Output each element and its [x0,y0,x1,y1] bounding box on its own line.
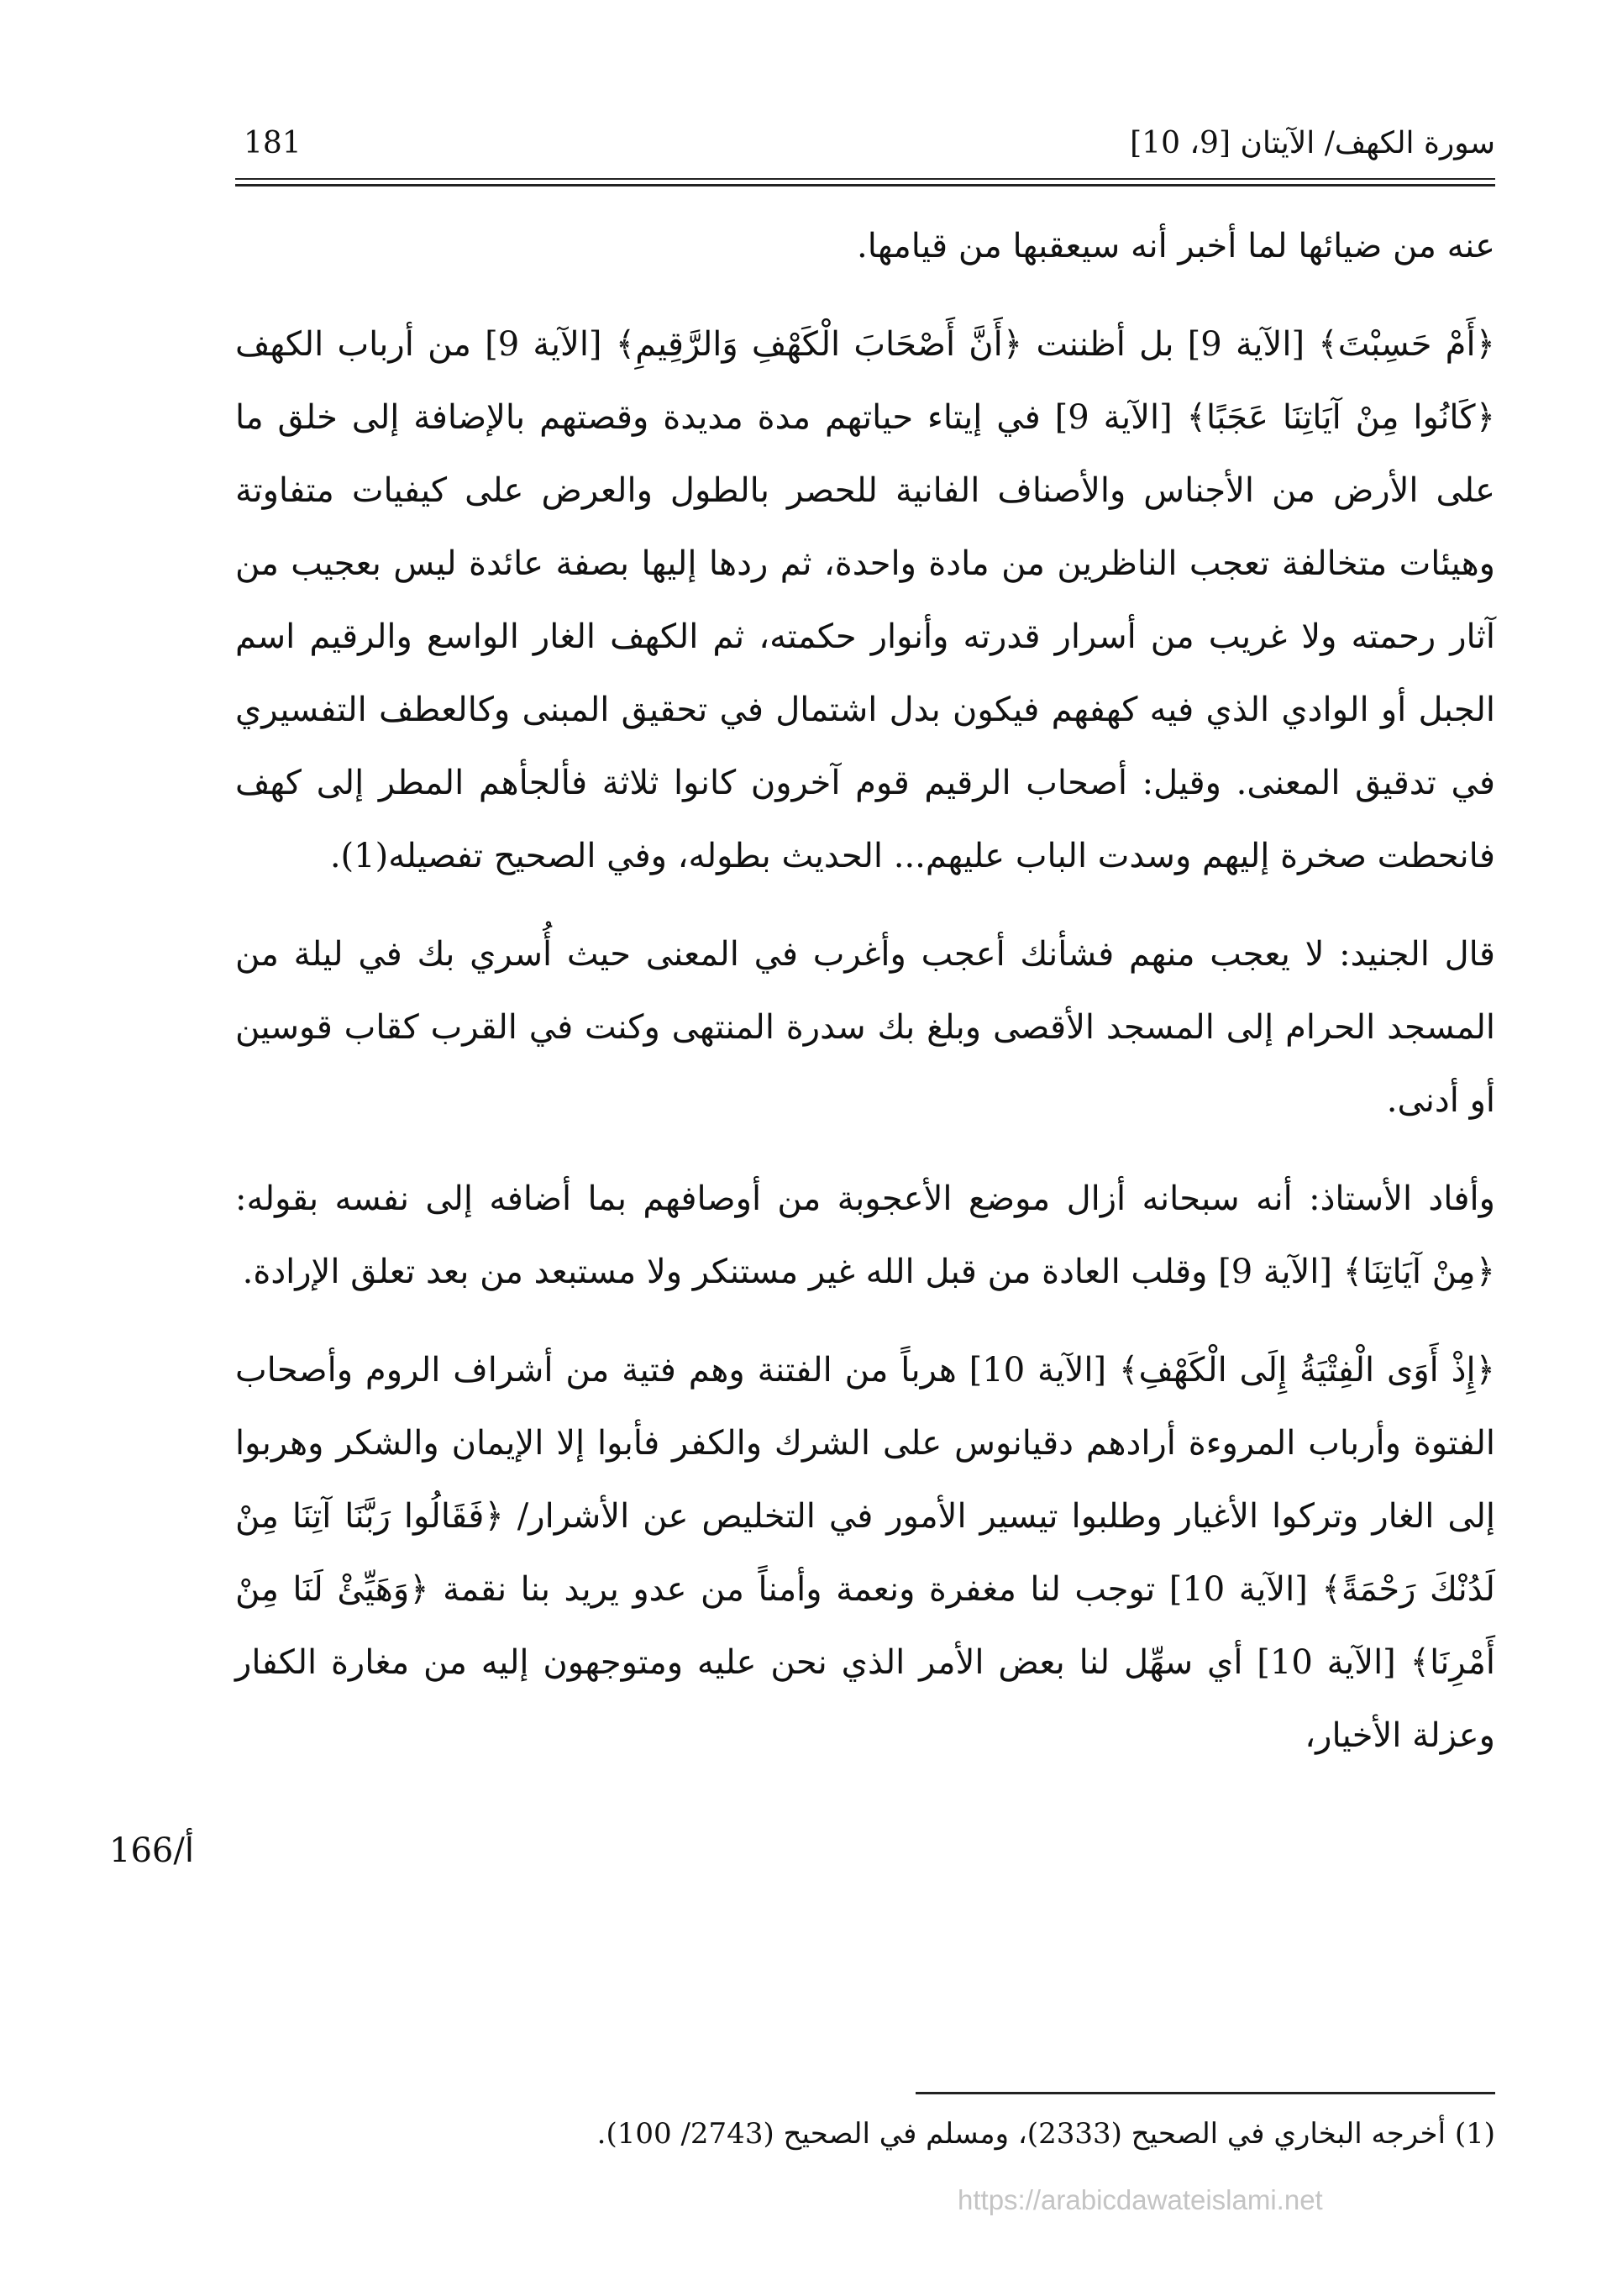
paragraph: ﴿إِذْ أَوَى الْفِتْيَةُ إِلَى الْكَهْفِ﴾ [الآية 10] هرباً من الفتنة وهم فتية من أشراف الروم وأصحاب الفتوة وأرباب المروءة أرادهم دقيانوس على الشرك والكفر فأبوا إلا الإيمان والشكر وهربوا إلى الغار وتركوا الأغيار وطلبوا تيسير الأمور في التخليص عن الأشرار/ ﴿فَقَالُوا رَبَّنَا آتِنَا مِنْ لَدُنْكَ رَحْمَةً﴾ [الآية 10] توجب لنا مغفرة ونعمة وأمناً من عدو يريد بنا نقمة ﴿وَهَيِّئْ لَنَا مِنْ أَمْرِنَا﴾ [الآية 10] أي سهِّل لنا بعض الأمر الذي نحن عليه ومتوجهون إليه من مغارة الكفار وعزلة الأخيار، [235,1351,1496,1755]
paragraph: قال الجنيد: لا يعجب منهم فشأنك أعجب وأغرب في المعنى حيث أُسري بك في ليلة من المسجد الحرام إلى المسجد الأقصى وبلغ بك سدرة المنتهى وكنت في القرب كقاب قوسين أو أدنى. [235,935,1495,1120]
manuscript-folio-note: 166/أ [109,1831,194,1870]
running-title: سورة الكهف/ الآيتان [9، 10] [1130,126,1495,160]
footnote: (1) أخرجه البخاري في الصحيح (2333)، ومسلم في الصحيح (2743/ 100). [596,2117,1495,2151]
page-number: 181 [244,126,302,160]
watermark-url: https://arabicdawateislami.net [958,2184,1323,2215]
header-rule [235,178,1495,180]
main-text [235,210,1495,1798]
header-rule-double [235,184,1495,187]
page-header [235,126,1495,168]
paragraph: وأفاد الأستاذ: أنه سبحانه أزال موضع الأعجوبة من أوصافهم بما أضافه إلى نفسه بقوله: ﴿مِنْ آيَاتِنَا﴾ [الآية 9] وقلب العادة من قبل الله غير مستنكر ولا مستبعد من بعد تعلق الإرادة. [235,1180,1495,1291]
paragraph: ﴿أَمْ حَسِبْتَ﴾ [الآية 9] بل أظننت ﴿أَنَّ أَصْحَابَ الْكَهْفِ وَالرَّقِيمِ﴾ [الآية 9] من أرباب الكهف ﴿كَانُوا مِنْ آيَاتِنَا عَجَبًا﴾ [الآية 9] في إيتاء حياتهم مدة مديدة وقصتهم بالإضافة إلى خلق ما على الأرض من الأجناس والأصناف الفانية للحصر بالطول والعرض على كيفيات متفاوتة وهيئات متخالفة تعجب الناظرين من مادة واحدة، ثم ردها إليها بصفة عائدة ليس بعجيب من آثار رحمته ولا غريب من أسرار قدرته وأنوار حكمته، ثم الكهف الغار الواسع والرقيم اسم الجبل أو الوادي الذي فيه كهفهم فيكون بدل اشتمال في تحقيق المبنى وكالعطف التفسيري في تدقيق المعنى. وقيل: أصحاب الرقيم قوم آخرون كانوا ثلاثة فألجأهم المطر إلى كهف فانحطت صخرة إليهم وسدت الباب عليهم... الحديث بطوله، وفي الصحيح تفصيله(1). [235,325,1496,875]
paragraph: عنه من ضيائها لما أخبر أنه سيعقبها من قيامها. [857,227,1495,265]
footnote-separator [916,2092,1495,2094]
